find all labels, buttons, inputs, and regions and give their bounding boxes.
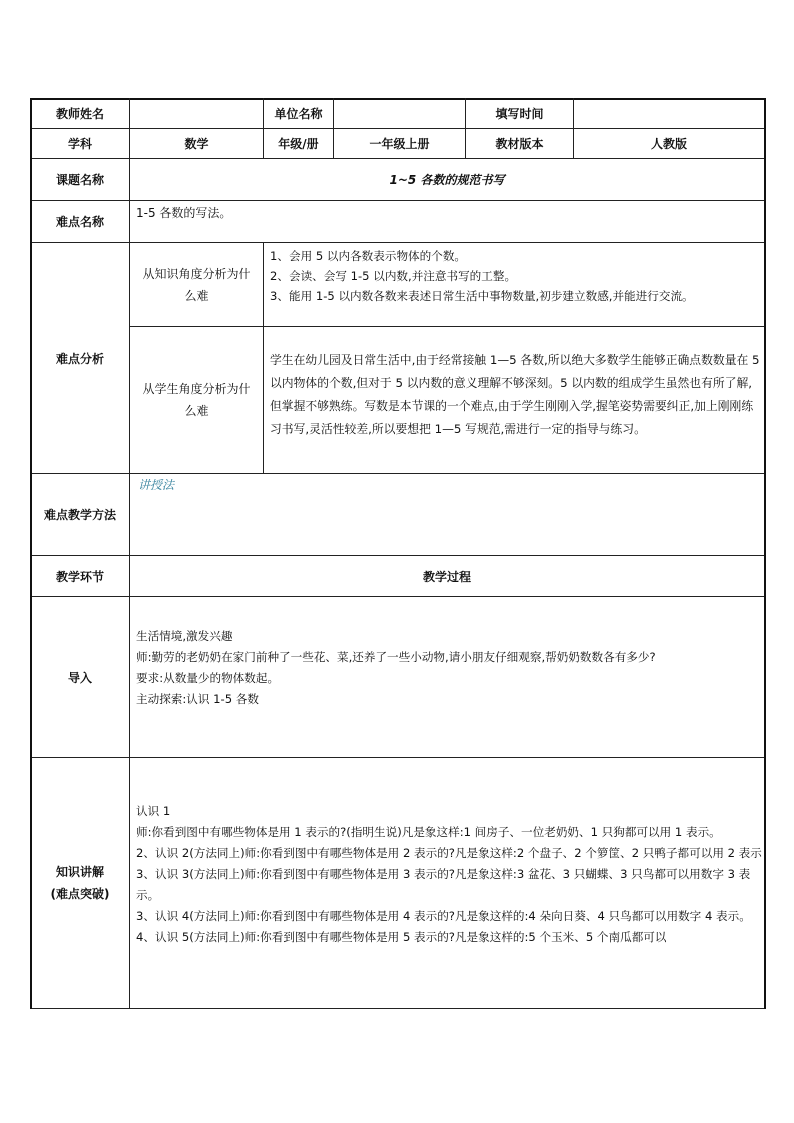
edition-label: 教材版本: [495, 137, 544, 151]
knowledge-explain-label-line1: 知识讲解: [55, 865, 104, 879]
intro-label: 导入: [67, 670, 92, 685]
knowledge-explain-content: [136, 801, 762, 1008]
grade-label: 年级/册: [278, 137, 319, 151]
knowledge-explain-line: 3、认识 4(方法同上)师:你看到图中有哪些物体是用 4 表示的?凡是象这样的:4 朵向日葵、4 只鸟都可以用数字 4 表示。: [136, 909, 751, 923]
method-label: 难点教学方法: [43, 508, 116, 522]
knowledge-angle-label: 从知识角度分析为什么难: [142, 266, 251, 303]
difficulty-label: 难点名称: [55, 215, 104, 229]
grade-value: 一年级上册: [369, 137, 430, 151]
topic-value: 1~5 各数的规范书写: [389, 173, 505, 187]
student-angle-label: 从学生角度分析为什么难: [142, 382, 251, 418]
knowledge-explain-line: 2、认识 2(方法同上)师:你看到图中有哪些物体是用 2 表示的?凡是象这样:2 个盘子、2 个箩筐、2 只鸭子都可以用 2 表示: [136, 846, 762, 860]
intro-content: [136, 626, 762, 736]
column-divider: [129, 98, 130, 1009]
unit-name-value[interactable]: [334, 99, 465, 128]
knowledge-explain-label-line2: (难点突破): [50, 887, 110, 901]
difficulty-value: 1-5 各数的写法。: [136, 206, 232, 220]
teacher-name-label: 教师姓名: [55, 107, 104, 121]
knowledge-line: 3、能用 1-5 以内数各数来表述日常生活中事物数量,初步建立数感,并能进行交流。: [270, 289, 694, 303]
student-angle-content: 学生在幼儿园及日常生活中,由于经常接触 1—5 各数,所以绝大多数学生能够正确点数数量在 5 以内物体的个数,但对于 5 以内数的意义理解不够深刻。5 以内数的组成学生虽然也有所了解,但掌握不够熟练。写数是本节课的一个难点,由于学生刚刚入学,握笔姿势需要纠正,加上刚刚练习书写,灵活性较差,所以要想把 1—5 写规范,需进行一定的指导与练习。: [270, 353, 760, 436]
knowledge-explain-label: [31, 758, 129, 1008]
method-value: 讲授法: [138, 478, 175, 492]
process-header: 教学过程: [422, 569, 471, 584]
table-bottom-border: [30, 1008, 765, 1009]
knowledge-line: 2、会读、会写 1-5 以内数,并注意书写的工整。: [270, 269, 517, 283]
edition-value: 人教版: [650, 137, 687, 151]
knowledge-explain-line: 4、认识 5(方法同上)师:你看到图中有哪些物体是用 5 表示的?凡是象这样的:5 个玉米、5 个南瓜都可以: [136, 930, 667, 944]
knowledge-angle-content: [270, 246, 762, 324]
knowledge-explain-line: 师:你看到图中有哪些物体是用 1 表示的?(指明生说)凡是象这样:1 间房子、一位老奶奶、1 只狗都可以用 1 表示。: [136, 825, 721, 839]
intro-line: 生活情境,激发兴趣: [136, 629, 233, 643]
row-divider: [30, 473, 765, 474]
row-divider: [30, 757, 765, 758]
knowledge-line: 1、会用 5 以内各数表示物体的个数。: [270, 249, 467, 263]
unit-name-label: 单位名称: [274, 107, 323, 121]
row-divider: [30, 596, 765, 597]
stage-header: 教学环节: [55, 569, 104, 584]
subject-label: 学科: [67, 137, 92, 151]
table-right-border: [764, 98, 766, 1009]
knowledge-explain-line: 3、认识 3(方法同上)师:你看到图中有哪些物体是用 3 表示的?凡是象这样:3 盆花、3 只蝴蝶、3 只鸟都可以用数字 3 表示。: [136, 867, 751, 902]
row-divider: [30, 200, 765, 201]
topic-label: 课题名称: [55, 173, 104, 187]
fill-time-label: 填写时间: [495, 107, 544, 121]
subject-value: 数学: [184, 137, 209, 151]
intro-line: 要求:从数量少的物体数起。: [136, 671, 280, 685]
fill-time-value[interactable]: [574, 99, 764, 128]
column-divider: [263, 242, 264, 473]
analysis-label: 难点分析: [55, 351, 104, 366]
teacher-name-value[interactable]: [130, 99, 263, 128]
intro-line: 主动探索:认识 1-5 各数: [136, 692, 259, 706]
knowledge-explain-line: 认识 1: [136, 804, 171, 818]
intro-line: 师:勤劳的老奶奶在家门前种了一些花、菜,还养了一些小动物,请小朋友仔细观察,帮奶奶数数各有多少?: [136, 650, 656, 664]
